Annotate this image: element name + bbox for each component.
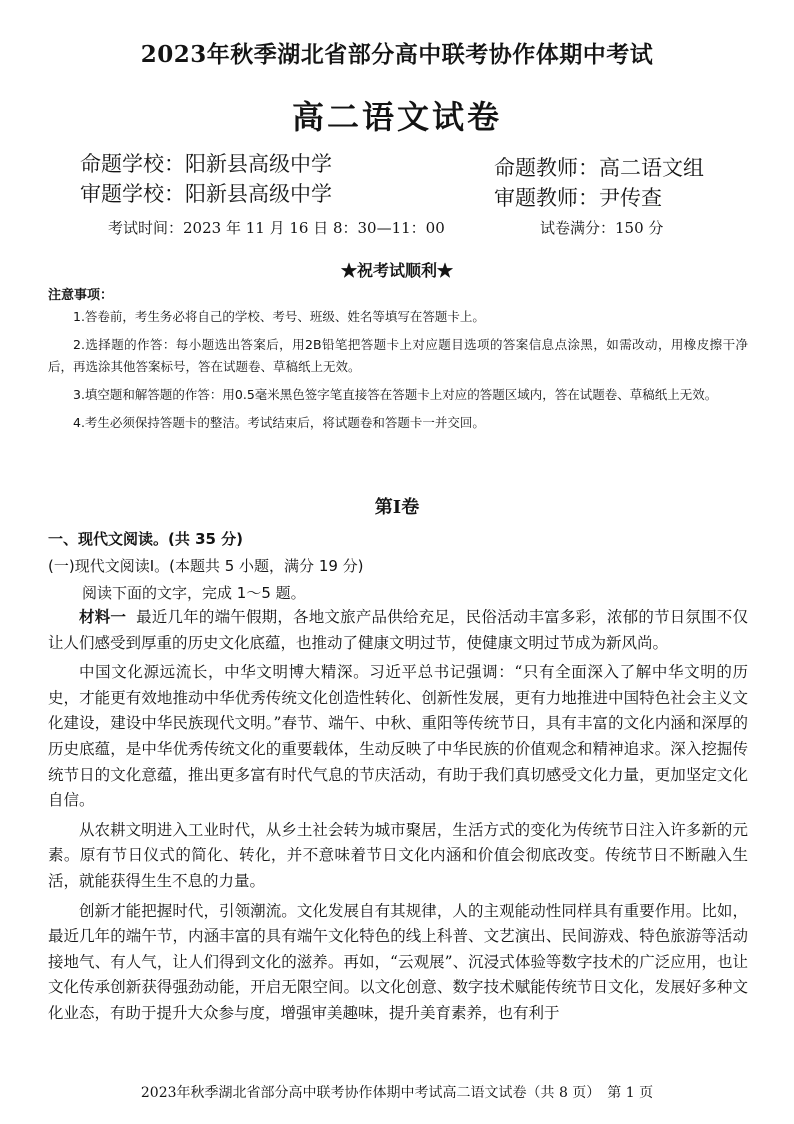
proposition-school: 命题学校：阳新县高级中学 <box>80 152 332 176</box>
proposition-teacher: 命题教师：高二语文组 <box>494 156 704 180</box>
material-paragraph: 从农耕文明进入工业时代，从乡土社会转为城市聚居，生活方式的变化为传统节日注入许多新的元素。原有节日仪式的简化、转化，并不意味着节日文化内涵和价值会彻底改变。传统节日不断融入生活，就能获得生生不息的力量。 <box>48 820 748 890</box>
note-item: 1.答卷前，考生务必将自己的学校、考号、班级、姓名等填写在答题卡上。 <box>73 309 485 324</box>
material-paragraph <box>48 604 748 656</box>
exam-time: 考试时间：2023 年 11 月 16 日 8：30—11：00 <box>108 219 445 237</box>
notes-list <box>48 306 748 440</box>
subject-title: 高二语文试卷 <box>291 98 502 136</box>
page-footer: 2023年秋季湖北省部分高中联考协作体期中考试高二语文试卷（共 8 页） 第 1 页 <box>140 1085 654 1101</box>
material-paragraph: 中国文化源远流长，中华文明博大精深。习近平总书记强调：“只有全面深入了解中华文明的历史，才能更有效地推动中华优秀传统文化创造性转化、创新性发展，更有力地推进中国特色社会主义文化建设，建设中华民族现代文明。”春节、端午、中秋、重阳等传统节日，具有丰富的文化内涵和深厚的历史底蕴，是中华优秀传统文化的重要载体，生动反映了中华民族的价值观念和精神追求。深入挖掘传统节日的文化意蕴，推出更多富有时代气息的节庆活动，有助于我们真切感受文化力量，更加坚定文化自信。 <box>48 663 748 810</box>
exam-title: 2023年秋季湖北省部分高中联考协作体期中考试 <box>140 41 654 68</box>
material-paragraph: 创新才能把握时代，引领潮流。文化发展自有其规律，人的主观能动性同样具有重要作用。比如，最近几年的端午节，内涵丰富的具有端午文化特色的线上科普、文艺演出、民间游戏、特色旅游等活动接地气、有人气，让人们得到文化的滋养。再如，“云观展”、沉浸式体验等数字技术的广泛应用，也让文化传承创新获得强劲动能，开启无限空间。以文化创意、数字技术赋能传统节日文化，发展好多种文化业态，有助于提升大众参与度，增强审美趣味，提升美育素养，也有利于 <box>48 901 748 1022</box>
notes-title: 注意事项： <box>48 288 114 303</box>
note-item: 2.选择题的作答：每小题选出答案后，用2B铅笔把答题卡上对应题目选项的答案信息点涂黑，如需改动，用橡皮擦干净后，再选涂其他答案标号，答在试题卷、草稿纸上无效。 <box>48 337 748 374</box>
reading-instruction: 阅读下面的文字，完成 1～5 题。 <box>82 584 306 602</box>
section-title: 一、现代文阅读。(共 35 分) <box>48 530 244 548</box>
note-item: 3.填空题和解答题的作答：用0.5毫米黑色签字笔直接答在答题卡上对应的答题区域内，答在试题卷、草稿纸上无效。 <box>73 387 718 402</box>
volume-title: 第Ⅰ卷 <box>374 497 420 518</box>
review-teacher: 审题教师：尹传查 <box>494 186 662 210</box>
section-subtitle: (一)现代文阅读Ⅰ。(本题共 5 小题，满分 19 分) <box>48 557 364 575</box>
blessing-text: ★祝考试顺利★ <box>340 261 453 280</box>
note-item: 4.考生必须保持答题卡的整洁。考试结束后，将试题卷和答题卡一并交回。 <box>73 415 485 430</box>
review-school: 审题学校：阳新县高级中学 <box>80 182 332 206</box>
full-score: 试卷满分：150 分 <box>540 219 664 237</box>
material-label: 材料一 <box>79 607 127 626</box>
material-passage <box>48 604 748 1031</box>
material-paragraph-text: 最近几年的端午假期，各地文旅产品供给充足，民俗活动丰富多彩，浓郁的节日氛围不仅让人们感受到厚重的历史文化底蕴，也推动了健康文明过节，使健康文明过节成为新风尚。 <box>48 608 748 652</box>
